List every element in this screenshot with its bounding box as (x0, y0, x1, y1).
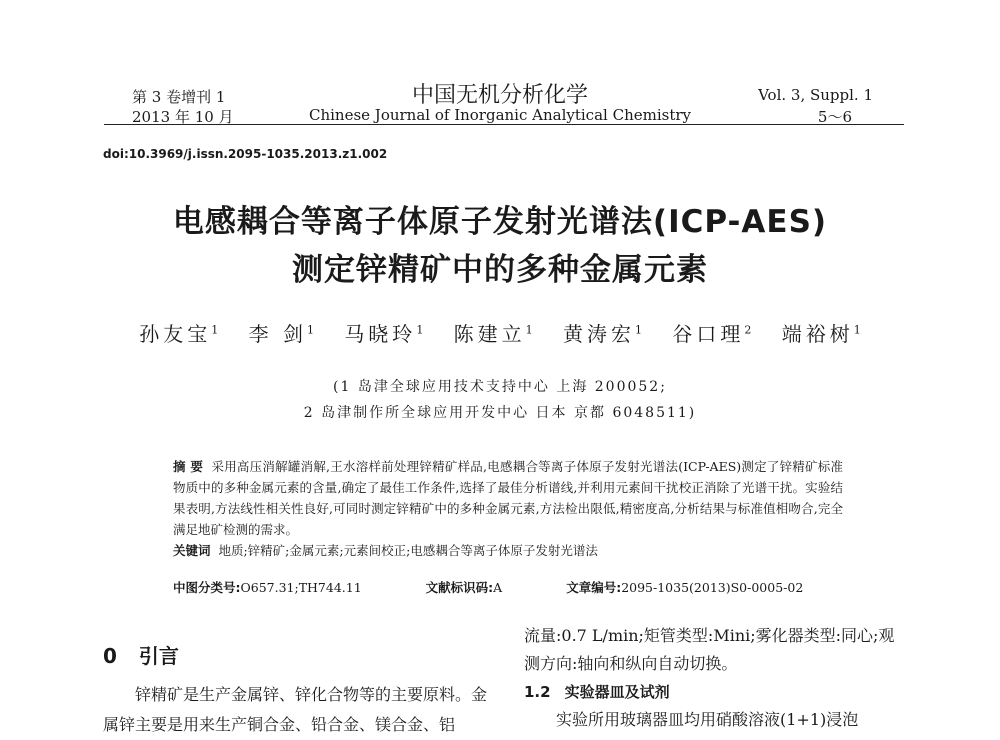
author: 端裕树$^1$ (781, 322, 861, 346)
classification-meta (173, 578, 863, 596)
author: 孙友宝$^1$ (139, 322, 219, 346)
clc-value: O657.31;TH744.11 (240, 580, 362, 595)
article-title-line1: 电感耦合等离子体原子发射光谱法(ICP-AES) (172, 204, 828, 240)
author: 李 剑$^1$ (248, 322, 314, 346)
abstract-label: 摘 要 (173, 459, 204, 474)
doc-code-label: 文献标识码: (425, 580, 494, 595)
intro-paragraph: 锌精矿是生产金属锌、锌化合物等的主要原料。金属锌主要是用来生产铜合金、铅合金、镁合金、铝 (103, 685, 488, 734)
volume-en: Vol. 3, Suppl. 1 (758, 86, 873, 104)
subsection-number: 1.2 (524, 683, 551, 701)
conditions-text: 流量:0.7 L/min;矩管类型:Mini;雾化器类型:同心;观测方向:轴向和纵向自动切换。 (524, 626, 895, 673)
journal-title-en: Chinese Journal of Inorganic Analytical Chemistry (308, 106, 692, 124)
article-title-line2: 测定锌精矿中的多种金属元素 (292, 252, 708, 288)
author: 马晓玲$^1$ (344, 322, 424, 346)
volume-issue: 第 3 卷增刊 1 (132, 88, 226, 106)
section-title: 引言 (138, 644, 179, 668)
author-list (0, 318, 1000, 347)
affiliation-line2: 2 岛津制作所全球应用开发中心 日本 京都 6048511) (303, 405, 697, 421)
abstract (173, 456, 843, 561)
abstract-text: 采用高压消解罐消解,王水溶样前处理锌精矿样品,电感耦合等离子体原子发射光谱法(ICP-AES)测定了锌精矿标准物质中的多种金属元素的含量,确定了最佳工作条件,选择了最佳分析谱线,并利用元素间干扰校正消除了光谱干扰。实验结果表明,方法线性相关性良好,可同时测定锌精矿中的多种金属元素,方法检出限低,精密度高,分析结果与标准值相吻合,完全满足地矿检测的需求。 (173, 459, 843, 537)
glassware-text: 实验所用玻璃器皿均用硝酸溶液(1+1)浸泡 (556, 710, 859, 729)
author: 陈建立$^1$ (453, 322, 533, 346)
header-rule (104, 124, 904, 125)
doi: doi:10.3969/j.issn.2095-1035.2013.z1.002 (103, 147, 388, 161)
subsection-heading (524, 678, 909, 706)
doc-code-value: A (493, 580, 503, 595)
article-no-value: 2095-1035(2013)S0-0005-02 (621, 580, 804, 595)
section-number: 0 (103, 644, 117, 668)
publication-date: 2013 年 10 月 (132, 108, 234, 126)
keywords-text: 地质;锌精矿;金属元素;元素间校正;电感耦合等离子体原子发射光谱法 (218, 543, 598, 558)
author: 谷口理$^2$ (672, 322, 752, 346)
section-heading-intro (103, 640, 179, 669)
subsection-title: 实验器皿及试剂 (564, 683, 670, 701)
right-column (524, 622, 909, 734)
author: 黄涛宏$^1$ (563, 322, 643, 346)
article-no-label: 文章编号: (566, 580, 622, 595)
page-range: 5～6 (817, 108, 852, 126)
keywords-label: 关键词 (173, 543, 211, 558)
affiliation-line1: (1 岛津全球应用技术支持中心 上海 200052; (333, 379, 667, 395)
clc-label: 中图分类号: (173, 580, 241, 595)
journal-title-cn: 中国无机分析化学 (411, 83, 588, 108)
